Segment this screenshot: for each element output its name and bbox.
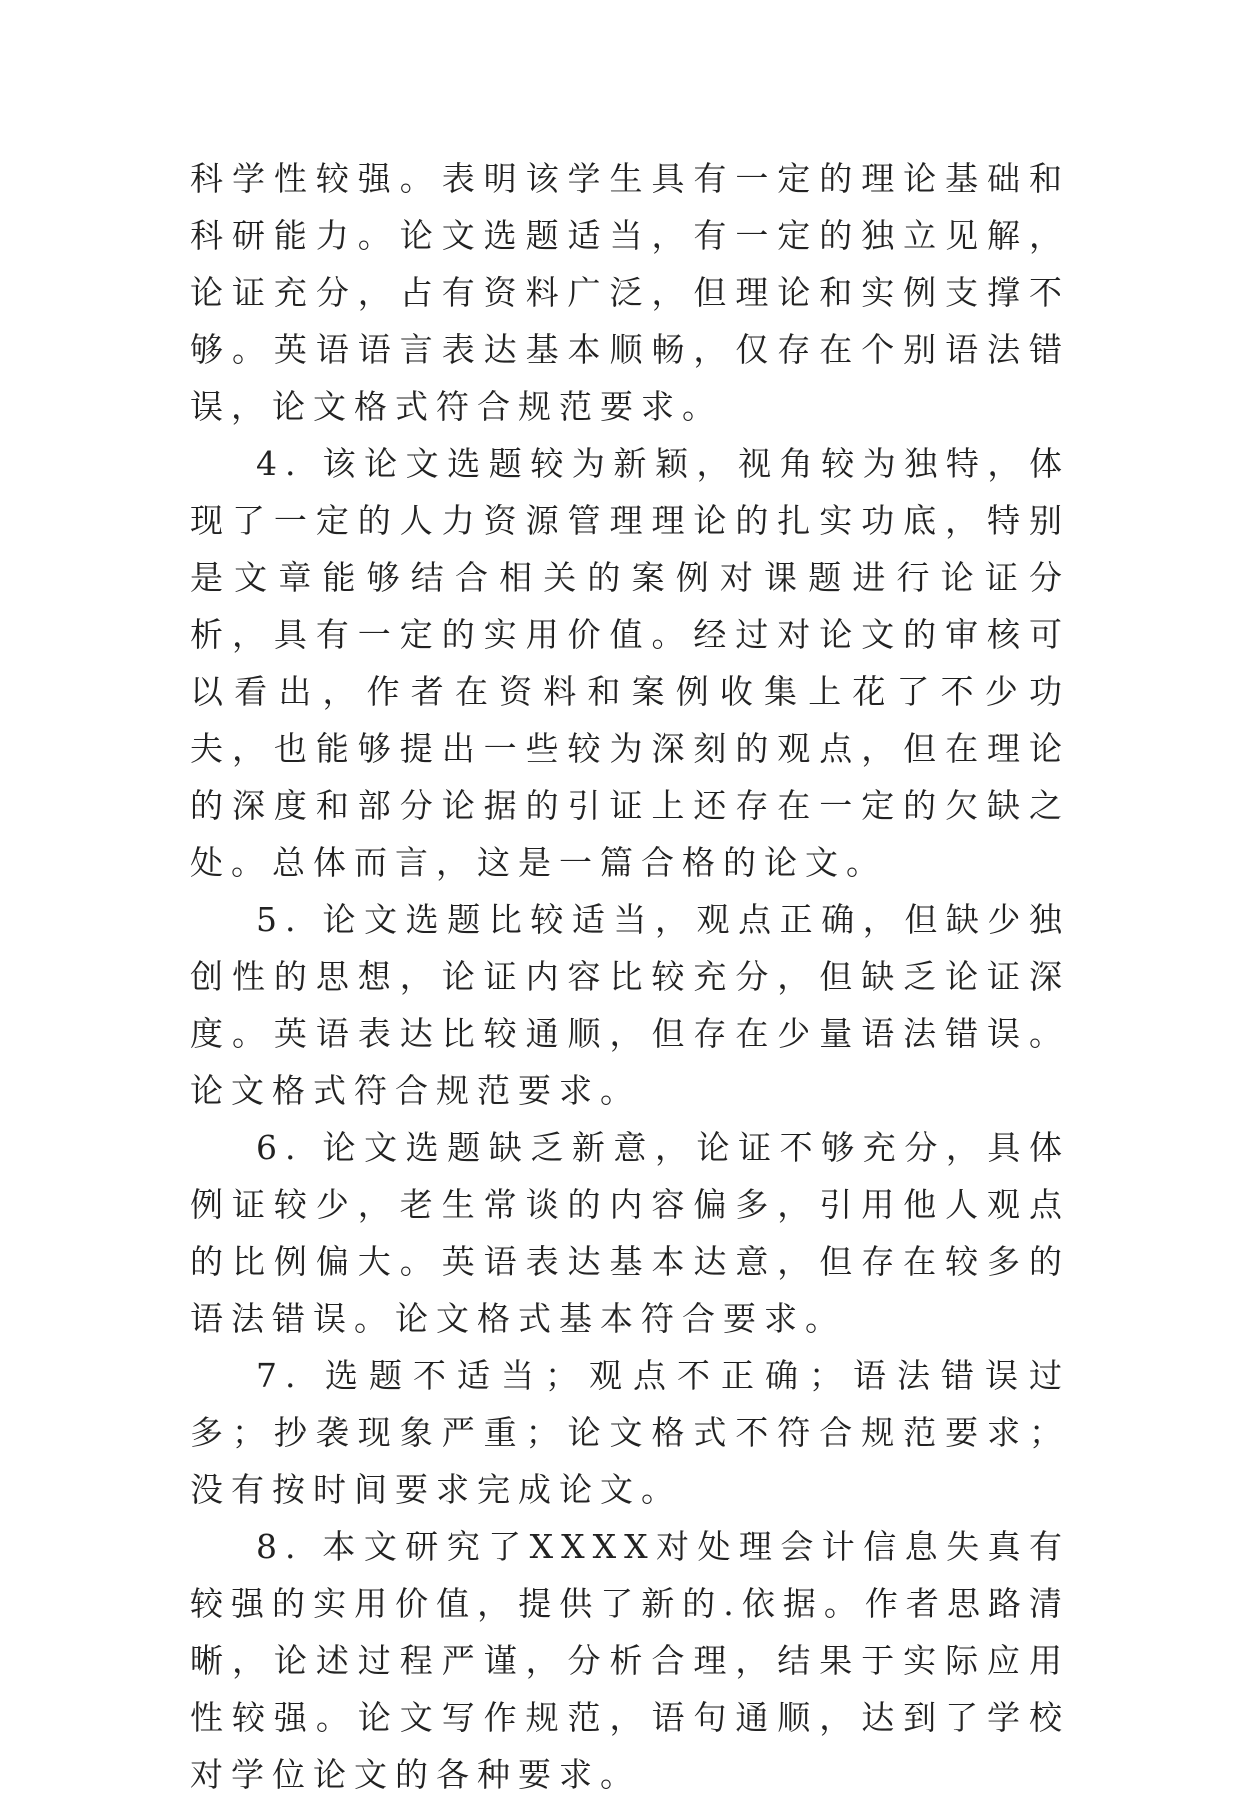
paragraph-item-4: 4. 该论文选题较为新颖，视角较为独特，体现了一定的人力资源管理理论的扎实功底，特别是文章能够结合相关的案例对课题进行论证分析，具有一定的实用价值。经过对论文的审核可以看出，作者在资料和案例收集上花了不少功夫，也能够提出一些较为深刻的观点，但在理论的深度和部分论据的引证上还存在一定的欠缺之处。总体而言，这是一篇合格的论文。 bbox=[190, 444, 1070, 882]
paragraph-item-6: 6. 论文选题缺乏新意，论证不够充分，具体例证较少，老生常谈的内容偏多，引用他人观点的比例偏大。英语表达基本达意，但存在较多的语法错误。论文格式基本符合要求。 bbox=[190, 1128, 1070, 1338]
paragraph-item-7: 7. 选题不适当；观点不正确；语法错误过多；抄袭现象严重；论文格式不符合规范要求；没有按时间要求完成论文。 bbox=[190, 1356, 1070, 1509]
paragraph-item-8: 8. 本文研究了XXXX对处理会计信息失真有较强的实用价值，提供了新的.依据。作者思路清晰，论述过程严谨，分析合理，结果于实际应用性较强。论文写作规范，语句通顺，达到了学校对学位论文的各种要求。 bbox=[190, 1527, 1070, 1794]
paragraph-item-5: 5. 论文选题比较适当，观点正确，但缺少独创性的思想，论证内容比较充分，但缺乏论证深度。英语表达比较通顺，但存在少量语法错误。论文格式符合规范要求。 bbox=[190, 900, 1070, 1110]
document-body bbox=[190, 150, 1070, 1803]
paragraph-continued: 科学性较强。表明该学生具有一定的理论基础和科研能力。论文选题适当，有一定的独立见解，论证充分，占有资料广泛，但理论和实例支撑不够。英语语言表达基本顺畅，仅存在个别语法错误，论文格式符合规范要求。 bbox=[190, 159, 1070, 426]
